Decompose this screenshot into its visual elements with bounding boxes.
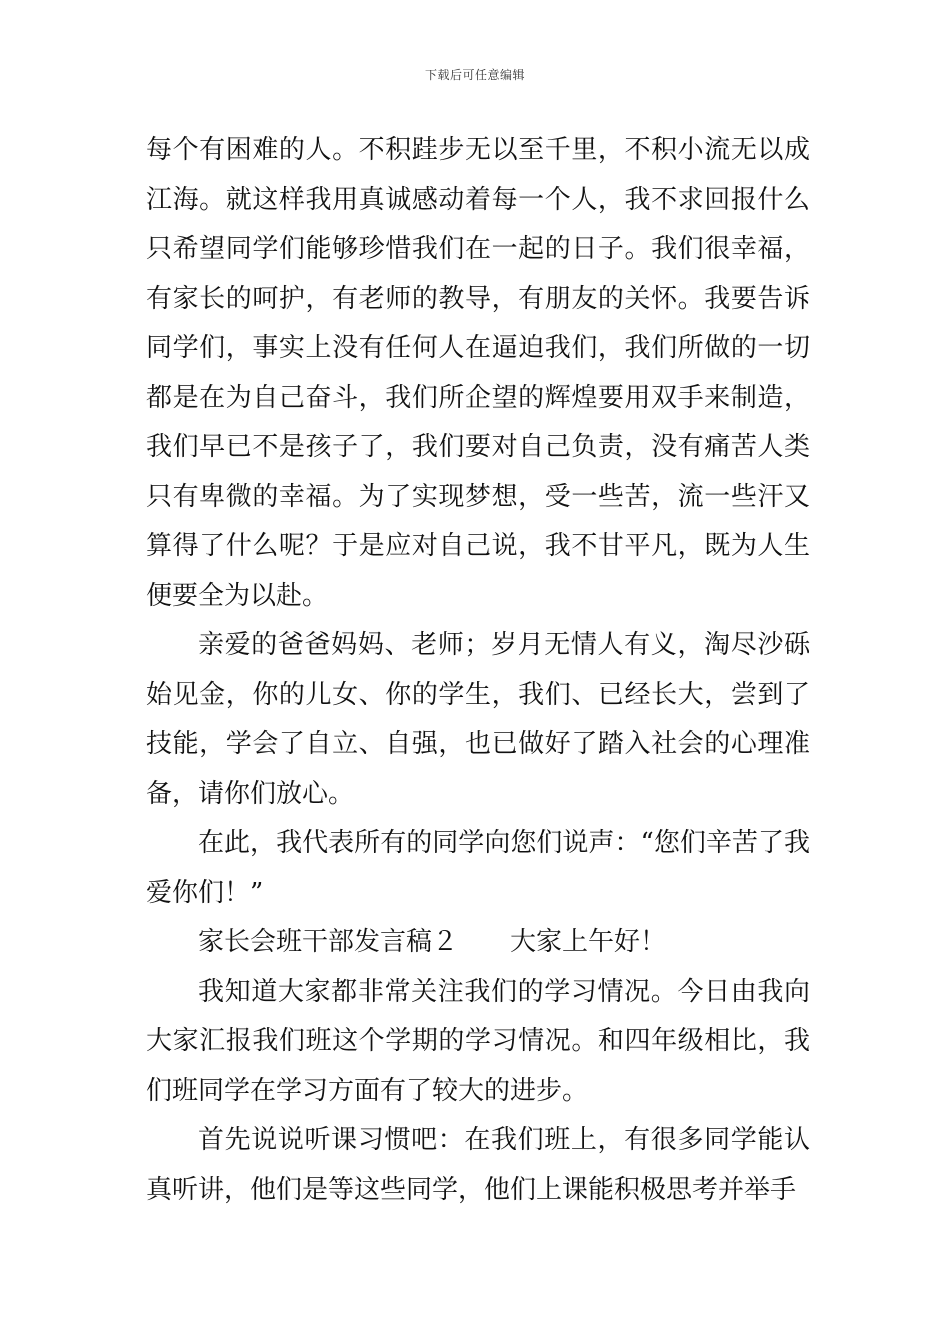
paragraph-parents-teachers: 亲爱的爸爸妈妈、老师；岁月无情人有义，淘尽沙砾始见金，你的儿女、你的学生，我们、已经长大，尝到了技能，学会了自立、自强，也已做好了踏入社会的心理准备，请你们放心。 <box>146 630 810 809</box>
speech-title-line <box>146 918 810 968</box>
page-header: 下载后可任意编辑 <box>424 68 525 82</box>
paragraph-report-intro: 我知道大家都非常关注我们的学习情况。今日由我向大家汇报我们班这个学期的学习情况。和四年级相比，我们班同学在学习方面有了较大的进步。 <box>146 976 810 1106</box>
speech-greeting: 大家上午好！ <box>510 927 667 957</box>
speech-title: 家长会班干部发言稿２ <box>198 927 459 957</box>
paragraph-listening-habits: 首先说说听课习惯吧：在我们班上，有很多同学能认真听讲，他们是等这些同学，他们上课能积极思考并举手 <box>146 1125 810 1205</box>
paragraph-thanks: 在此，我代表所有的同学向您们说声：“您们辛苦了我爱你们！” <box>146 828 810 908</box>
document-body <box>146 126 810 1215</box>
paragraph-continuation: 每个有困难的人。不积跬步无以至千里，不积小流无以成江海。就这样我用真诚感动着每一个人，我不求回报什么只希望同学们能够珍惜我们在一起的日子。我们很幸福，有家长的呵护，有老师的教导，有朋友的关怀。我要告诉同学们，事实上没有任何人在逼迫我们，我们所做的一切都是在为自己奋斗，我们所企望的辉煌要用双手来制造，我们早已不是孩子了，我们要对自己负责，没有痛苦人类只有卑微的幸福。为了实现梦想，受一些苦，流一些汗又算得了什么呢？于是应对自己说，我不甘平凡，既为人生便要全为以赴。 <box>146 135 810 611</box>
